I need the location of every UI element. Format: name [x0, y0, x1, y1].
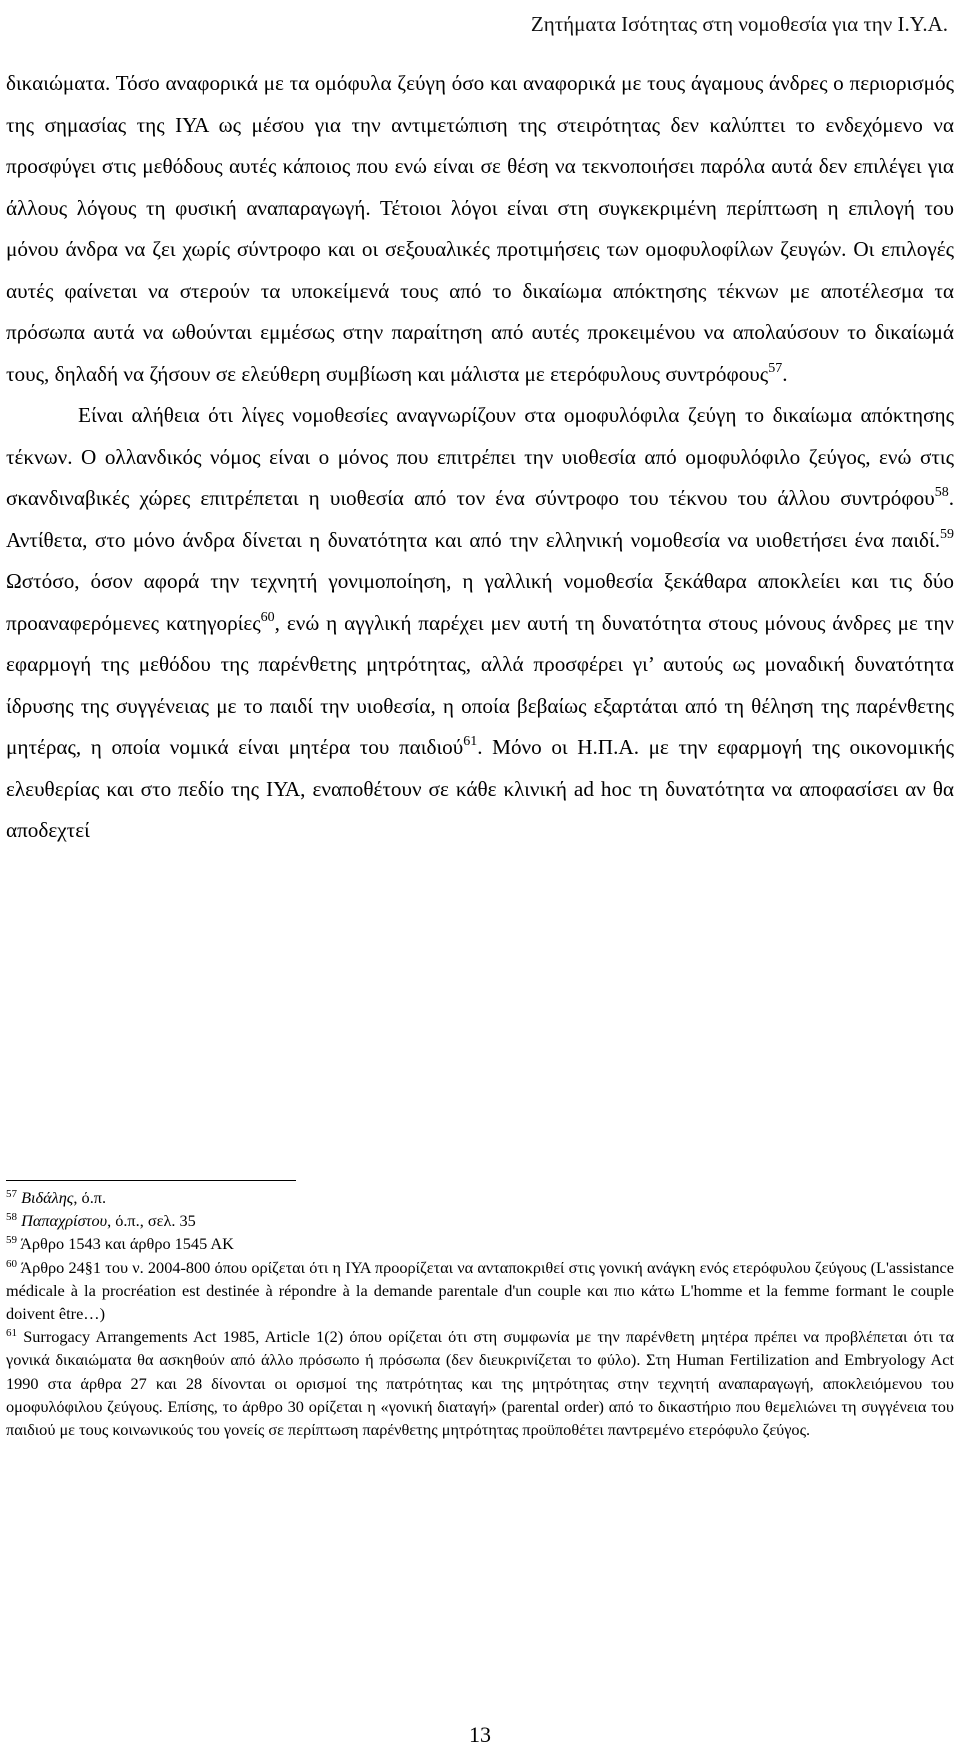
- page-number: 13: [469, 1722, 491, 1747]
- footnote: [6, 1209, 954, 1232]
- footnote-text: Surrogacy Arrangements Act 1985, Article 1(2) όπου ορίζεται ότι στη συμφωνία με την παρένθετη μητέρα πρέπει να προβλέπεται ότι τα γονικά δικαιώματα θα ασκηθούν από άλλο πρόσωπο ή πρόσωπα (δεν διευκρινίζεται το φύλο). Στη Human Fertilization and Embryology Act 1990 στα άρθρα 27 και 28 δίνονται οι ορισμοί της πατρότητας και της μητρότητας στην τεχνητή αναπαραγωγή, αποκλειόμενου του ομοφυλόφιλου ζεύγους. Επίσης, το άρθρο 30 ορίζεται η «γονική διαταγή» (parental order) από το δικαστήριο που θεμελιώνει τη συγγένεια του παιδιού με τους κοινωνικούς του γονείς σε περίπτωση παρένθετης μητρότητας προϋποθέτει παντρεμένο ετερόφυλο ζεύγος.: [6, 1327, 954, 1440]
- footnote-text: Άρθρο 24§1 του ν. 2004-800 όπου ορίζεται ότι η ΙΥΑ προορίζεται να ανταποκριθεί στις γονική ανάγκη ενός ετερόφυλου ζεύγους (L'assistance médicale à la procréation est destinée à répondre à la demande parentale d'un couple και πιο κάτω L'homme et la femme formant le couple doivent être…): [6, 1257, 954, 1324]
- paragraph-text: . Αντίθετα, στο μόνο άνδρα δίνεται η δυνατότητα και από την ελληνική νομοθεσία να υιοθετήσει ένα παιδί.: [6, 486, 954, 552]
- footnote-number: 57: [6, 1188, 17, 1200]
- paragraph-text: Είναι αλήθεια ότι λίγες νομοθεσίες αναγνωρίζουν στα ομοφυλόφιλα ζεύγη το δικαίωμα απόκτησης τέκνων. Ο ολλανδικός νόμος είναι ο μόνος που επιτρέπει την υιοθεσία από ομοφυλόφιλο ζεύγος, ενώ στις σκανδιναβικές χώρες επιτρέπεται η υιοθεσία από τον ένα σύντροφο του τέκνου του άλλου συντρόφου: [6, 403, 954, 510]
- paragraph-text: Ωστόσο, όσον αφορά την τεχνητή γονιμοποίηση, η γαλλική νομοθεσία ξεκάθαρα αποκλείει και τις δύο προαναφερόμενες κατηγορίες: [6, 569, 954, 635]
- paragraph: [6, 395, 954, 852]
- footnote-number: 61: [6, 1327, 17, 1340]
- paragraph-text: .: [782, 361, 788, 386]
- footnote-number: 60: [6, 1257, 17, 1270]
- footnote: [6, 1325, 954, 1441]
- body-text: [6, 63, 954, 852]
- footnote-ref[interactable]: 59: [940, 526, 954, 542]
- footnote-ref[interactable]: 57: [768, 360, 783, 376]
- paragraph: [6, 63, 954, 395]
- footnote: [6, 1186, 954, 1209]
- footnote: [6, 1232, 954, 1255]
- footnote-ref[interactable]: 60: [260, 609, 275, 625]
- footnote-number: 59: [6, 1234, 17, 1247]
- footnote-text: Άρθρο 1543 και άρθρο 1545 ΑΚ: [20, 1234, 234, 1254]
- footnote-author: Παπαχρίστου: [21, 1211, 108, 1231]
- footnote-text: , ό.π., σελ. 35: [107, 1211, 196, 1231]
- footnote-ref[interactable]: 58: [934, 485, 949, 500]
- paragraph-text: δικαιώματα. Τόσο αναφορικά με τα ομόφυλα ζεύγη όσο και αναφορικά με τους άγαμους άνδρες ο περιορισμός της σημασίας της ΙΥΑ ως μέσου για την αντιμετώπιση της στειρότητας δεν καλύπτει το ενδεχόμενο να προσφύγει στις μεθόδους αυτές κάποιος που ενώ είναι σε θέση να τεκνοποιήσει παρόλα αυτά δεν επιλέγει για άλλους λόγους τη φυσική αναπαραγωγή. Τέτοιοι λόγοι είναι στη συγκεκριμένη περίπτωση η επιλογή του μόνου άνδρα να ζει χωρίς σύντροφο και οι σεξουαλικές προτιμήσεις των ομοφυλοφίλων ζευγών. Οι επιλογές αυτές φαίνεται να στερούν τα υποκείμενά τους από το δικαίωμα απόκτησης τέκνων με αποτέλεσμα τα πρόσωπα αυτά να ωθούνται εμμέσως στην παραίτηση από αυτές προκειμένου να απολαύσουν το δικαίωμά τους, δηλαδή να ζήσουν σε ελεύθερη συμβίωση και μάλιστα με ετερόφυλους συντρόφους: [6, 71, 954, 386]
- footnote-number: 58: [6, 1211, 17, 1224]
- footnote: [6, 1256, 954, 1326]
- footnote-author: Βιδάλης: [21, 1188, 74, 1207]
- running-header: Ζητήματα Ισότητας στη νομοθεσία για την Ι.Υ.Α.: [530, 12, 948, 36]
- footnote-ref[interactable]: 61: [463, 734, 478, 749]
- footnote-text: , ό.π.: [73, 1188, 107, 1207]
- paragraph-text: . Μόνο οι Η.Π.Α. με την εφαρμογή της οικονομικής ελευθερίας και στο πεδίο της ΙΥΑ, εναποθέτουν σε κάθε κλινική ad hoc τη δυνατότητα να αποφασίσει αν θα αποδεχτεί: [6, 735, 954, 842]
- footnotes: [6, 1186, 954, 1441]
- paragraph-text: , ενώ η αγγλική παρέχει μεν αυτή τη δυνατότητα στους μόνους άνδρες με την εφαρμογή της μεθόδου της παρένθετης μητρότητας, αλλά προσφέρει γι’ αυτούς ως μοναδική δυνατότητα ίδρυσης της συγγένειας με το παιδί την υιοθεσία, η οποία βεβαίως εξαρτάται από τη θέληση της παρένθετης μητέρας, η οποία νομικά είναι μητέρα του παιδιού: [6, 610, 955, 759]
- footnote-separator: [6, 1180, 296, 1181]
